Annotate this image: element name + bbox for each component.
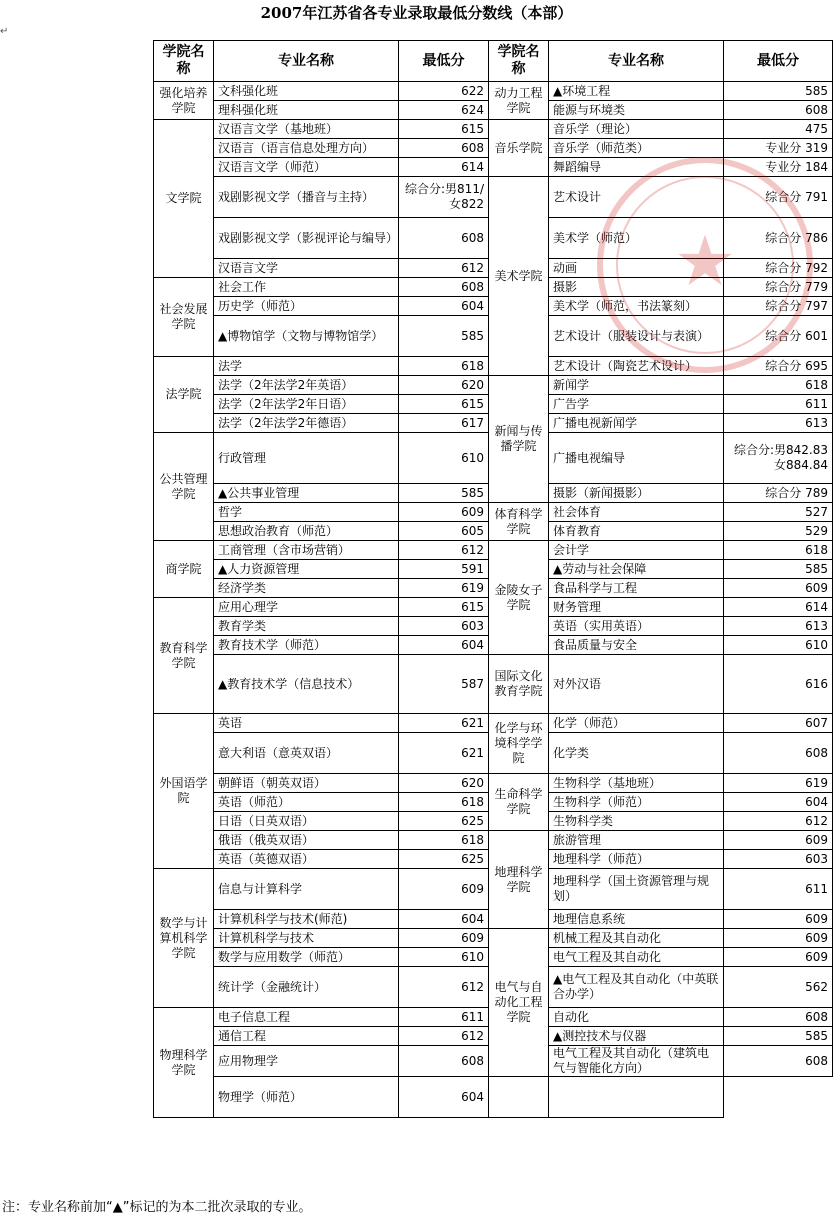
score-cell: 562 (724, 967, 833, 1008)
score-cell: 615 (399, 120, 489, 139)
major-cell: 物理学（师范） (214, 1077, 399, 1118)
major-cell: 英语 (214, 714, 399, 733)
table-header-row (154, 41, 833, 82)
college-cell: 地理科学学院 (489, 831, 549, 929)
college-cell: 文学院 (154, 120, 214, 278)
college-cell: 商学院 (154, 541, 214, 598)
major-cell: 财务管理 (549, 598, 724, 617)
svg-text:★: ★ (673, 220, 737, 302)
score-cell: 612 (399, 1027, 489, 1046)
college-cell: 物理科学学院 (154, 1008, 214, 1118)
major-cell: 经济学类 (214, 579, 399, 598)
major-cell: ▲测控技术与仪器 (549, 1027, 724, 1046)
major-cell: 统计学（金融统计） (214, 967, 399, 1008)
college-cell: 电气与自动化工程学院 (489, 929, 549, 1077)
score-cell: 614 (724, 598, 833, 617)
major-cell: 美术学（师范，书法篆刻） (549, 297, 724, 316)
score-cell: 综合分 695 (724, 357, 833, 376)
footnote: 注：专业名称前加“▲”标记的为本二批次录取的专业。 (2, 1200, 312, 1215)
table-row (154, 774, 833, 793)
major-cell: 汉语言文学（师范） (214, 158, 399, 177)
score-cell: 618 (399, 793, 489, 812)
major-cell: 理科强化班 (214, 101, 399, 120)
score-cell: 608 (724, 1046, 833, 1077)
major-cell: 法学（2年法学2年日语） (214, 395, 399, 414)
score-cell: 综合分:男842.83 女884.84 (724, 433, 833, 484)
score-cell: 609 (724, 579, 833, 598)
score-cell: 612 (399, 967, 489, 1008)
score-cell: 609 (399, 503, 489, 522)
major-cell: 戏剧影视文学（影视评论与编导） (214, 218, 399, 259)
major-cell: 汉语言文学（基地班） (214, 120, 399, 139)
college-cell: 教育科学学院 (154, 598, 214, 714)
major-cell: 意大利语（意英双语） (214, 733, 399, 774)
major-cell: 应用心理学 (214, 598, 399, 617)
score-cell: 527 (724, 503, 833, 522)
score-cell: 608 (724, 101, 833, 120)
score-cell: 585 (399, 484, 489, 503)
score-cell: 618 (399, 357, 489, 376)
table-row (154, 120, 833, 139)
major-cell: ▲公共事业管理 (214, 484, 399, 503)
major-cell: 会计学 (549, 541, 724, 560)
score-cell: 605 (399, 522, 489, 541)
score-cell: 609 (724, 929, 833, 948)
score-cell: 616 (724, 655, 833, 714)
table-row (154, 376, 833, 395)
college-cell: 强化培养学院 (154, 82, 214, 120)
table-row (154, 655, 833, 714)
major-cell: 教育技术学（师范） (214, 636, 399, 655)
score-cell: 专业分 319 (724, 139, 833, 158)
major-cell: 应用物理学 (214, 1046, 399, 1077)
major-cell: 法学 (214, 357, 399, 376)
score-cell: 608 (399, 1046, 489, 1077)
major-cell: 食品质量与安全 (549, 636, 724, 655)
score-cell: 综合分 789 (724, 484, 833, 503)
score-cell: 608 (399, 139, 489, 158)
score-cell: 611 (724, 395, 833, 414)
major-cell: 日语（日英双语） (214, 812, 399, 831)
table-row (154, 714, 833, 733)
major-cell: ▲人力资源管理 (214, 560, 399, 579)
major-cell: 音乐学（师范类） (549, 139, 724, 158)
major-cell: 广播电视新闻学 (549, 414, 724, 433)
major-cell: 工商管理（含市场营销） (214, 541, 399, 560)
score-cell: 587 (399, 655, 489, 714)
score-cell: 专业分 184 (724, 158, 833, 177)
score-cell: 608 (724, 1008, 833, 1027)
score-cell: 614 (399, 158, 489, 177)
major-cell: ▲电气工程及其自动化（中英联合办学） (549, 967, 724, 1008)
score-cell: 621 (399, 714, 489, 733)
college-cell: 社会发展学院 (154, 278, 214, 357)
score-cell: 611 (724, 869, 833, 910)
score-cell: 607 (724, 714, 833, 733)
major-cell: 文科强化班 (214, 82, 399, 101)
major-cell: 艺术设计（服装设计与表演） (549, 316, 724, 357)
score-cell: 608 (399, 218, 489, 259)
score-cell: 604 (399, 636, 489, 655)
major-cell: 思想政治教育（师范） (214, 522, 399, 541)
major-cell: 英语（实用英语） (549, 617, 724, 636)
header-major: 专业名称 (549, 41, 724, 82)
major-cell: 艺术设计 (549, 177, 724, 218)
score-cell (549, 1077, 724, 1118)
score-cell: 585 (724, 1027, 833, 1046)
score-cell: 625 (399, 850, 489, 869)
major-cell: 地理科学（师范） (549, 850, 724, 869)
major-cell: 生物科学（师范） (549, 793, 724, 812)
major-cell: 电气工程及其自动化（建筑电气与智能化方向） (549, 1046, 724, 1077)
table-row (154, 82, 833, 101)
major-cell: ▲劳动与社会保障 (549, 560, 724, 579)
score-cell: 622 (399, 82, 489, 101)
college-cell: 体育科学学院 (489, 503, 549, 541)
major-cell: 历史学（师范） (214, 297, 399, 316)
table-row (154, 831, 833, 850)
score-cell: 618 (724, 541, 833, 560)
major-cell: 美术学（师范） (549, 218, 724, 259)
major-cell: 教育学类 (214, 617, 399, 636)
major-cell: 法学（2年法学2年英语） (214, 376, 399, 395)
major-cell: 信息与计算科学 (214, 869, 399, 910)
college-cell: 动力工程学院 (489, 82, 549, 120)
major-cell: 动画 (549, 259, 724, 278)
major-cell: ▲环境工程 (549, 82, 724, 101)
major-cell: 摄影 (549, 278, 724, 297)
score-cell: 618 (399, 831, 489, 850)
major-cell: 对外汉语 (549, 655, 724, 714)
score-cell: 综合分:男811/女822 (399, 177, 489, 218)
score-cell: 综合分 779 (724, 278, 833, 297)
major-cell: 戏剧影视文学（播音与主持） (214, 177, 399, 218)
college-cell: 金陵女子学院 (489, 541, 549, 655)
score-cell: 620 (399, 774, 489, 793)
major-cell: 化学类 (549, 733, 724, 774)
major-cell: 汉语言文学 (214, 259, 399, 278)
score-cell: 609 (399, 869, 489, 910)
major-cell: 摄影（新闻摄影） (549, 484, 724, 503)
score-cell: 609 (724, 831, 833, 850)
college-cell: 外国语学院 (154, 714, 214, 869)
major-cell: 电气工程及其自动化 (549, 948, 724, 967)
major-cell: 广告学 (549, 395, 724, 414)
major-cell: 法学（2年法学2年德语） (214, 414, 399, 433)
major-cell: 通信工程 (214, 1027, 399, 1046)
college-cell: 国际文化教育学院 (489, 655, 549, 714)
score-cell: 585 (724, 82, 833, 101)
major-cell: 新闻学 (549, 376, 724, 395)
major-cell: 化学（师范） (549, 714, 724, 733)
major-cell: 计算机科学与技术 (214, 929, 399, 948)
score-cell: 617 (399, 414, 489, 433)
score-cell: 609 (399, 929, 489, 948)
college-cell: 音乐学院 (489, 120, 549, 177)
score-cell: 604 (724, 793, 833, 812)
admission-score-table (153, 40, 833, 1118)
major-cell: 艺术设计（陶瓷艺术设计） (549, 357, 724, 376)
score-cell: 613 (724, 617, 833, 636)
college-cell: 化学与环境科学学院 (489, 714, 549, 774)
score-cell: 综合分 797 (724, 297, 833, 316)
major-cell (489, 1077, 549, 1118)
score-cell: 612 (724, 812, 833, 831)
score-cell: 621 (399, 733, 489, 774)
score-cell: 612 (399, 541, 489, 560)
score-cell: 609 (724, 910, 833, 929)
major-cell: ▲教育技术学（信息技术） (214, 655, 399, 714)
score-cell: 综合分 601 (724, 316, 833, 357)
score-cell: 603 (724, 850, 833, 869)
college-cell: 公共管理学院 (154, 433, 214, 541)
major-cell: 英语（师范） (214, 793, 399, 812)
score-cell: 604 (399, 297, 489, 316)
score-cell: 608 (724, 733, 833, 774)
college-cell: 法学院 (154, 357, 214, 433)
score-cell: 475 (724, 120, 833, 139)
major-cell: 俄语（俄英双语） (214, 831, 399, 850)
major-cell: 机械工程及其自动化 (549, 929, 724, 948)
major-cell: 计算机科学与技术(师范) (214, 910, 399, 929)
score-cell: 604 (399, 1077, 489, 1118)
major-cell: 地理信息系统 (549, 910, 724, 929)
score-cell: 608 (399, 278, 489, 297)
score-cell: 610 (399, 433, 489, 484)
header-score: 最低分 (399, 41, 489, 82)
score-cell: 综合分 786 (724, 218, 833, 259)
college-cell: 新闻与传播学院 (489, 376, 549, 503)
score-cell: 604 (399, 910, 489, 929)
score-cell: 611 (399, 1008, 489, 1027)
major-cell: 生物科学类 (549, 812, 724, 831)
table-row (154, 177, 833, 218)
score-cell: 619 (399, 579, 489, 598)
major-cell: 能源与环境类 (549, 101, 724, 120)
major-cell: 地理科学（国土资源管理与规划） (549, 869, 724, 910)
score-cell: 610 (724, 636, 833, 655)
score-cell: 625 (399, 812, 489, 831)
score-cell: 529 (724, 522, 833, 541)
major-cell: 生物科学（基地班） (549, 774, 724, 793)
score-cell: 618 (724, 376, 833, 395)
score-cell: 620 (399, 376, 489, 395)
major-cell: 社会体育 (549, 503, 724, 522)
major-cell: 朝鲜语（朝英双语） (214, 774, 399, 793)
major-cell: 舞蹈编导 (549, 158, 724, 177)
major-cell: 旅游管理 (549, 831, 724, 850)
major-cell: 汉语言（语言信息处理方向） (214, 139, 399, 158)
score-cell: 585 (399, 316, 489, 357)
page-title: 2007年江苏省各专业录取最低分数线（本部） (260, 4, 573, 22)
header-major: 专业名称 (214, 41, 399, 82)
major-cell: 行政管理 (214, 433, 399, 484)
paragraph-mark: ↵ (0, 26, 9, 37)
score-cell: 610 (399, 948, 489, 967)
table-row (154, 1077, 833, 1118)
score-cell: 591 (399, 560, 489, 579)
major-cell: ▲博物馆学（文物与博物馆学） (214, 316, 399, 357)
major-cell: 食品科学与工程 (549, 579, 724, 598)
major-cell: 体育教育 (549, 522, 724, 541)
score-cell: 609 (724, 948, 833, 967)
score-cell: 615 (399, 395, 489, 414)
header-college: 学院名称 (154, 41, 214, 82)
header-college: 学院名称 (489, 41, 549, 82)
major-cell: 广播电视编导 (549, 433, 724, 484)
score-cell: 619 (724, 774, 833, 793)
score-cell: 综合分 792 (724, 259, 833, 278)
header-score: 最低分 (724, 41, 833, 82)
score-cell: 612 (399, 259, 489, 278)
college-cell: 美术学院 (489, 177, 549, 376)
major-cell: 哲学 (214, 503, 399, 522)
major-cell: 数学与应用数学（师范） (214, 948, 399, 967)
table-row (154, 929, 833, 948)
score-cell: 624 (399, 101, 489, 120)
score-cell: 603 (399, 617, 489, 636)
major-cell: 社会工作 (214, 278, 399, 297)
college-cell: 数学与计算机科学学院 (154, 869, 214, 1008)
score-cell: 615 (399, 598, 489, 617)
table-row (154, 541, 833, 560)
score-cell: 613 (724, 414, 833, 433)
score-cell: 585 (724, 560, 833, 579)
college-cell: 生命科学学院 (489, 774, 549, 831)
major-cell: 音乐学（理论） (549, 120, 724, 139)
major-cell: 自动化 (549, 1008, 724, 1027)
major-cell: 电子信息工程 (214, 1008, 399, 1027)
major-cell: 英语（英德双语） (214, 850, 399, 869)
score-cell: 综合分 791 (724, 177, 833, 218)
table-row (154, 503, 833, 522)
